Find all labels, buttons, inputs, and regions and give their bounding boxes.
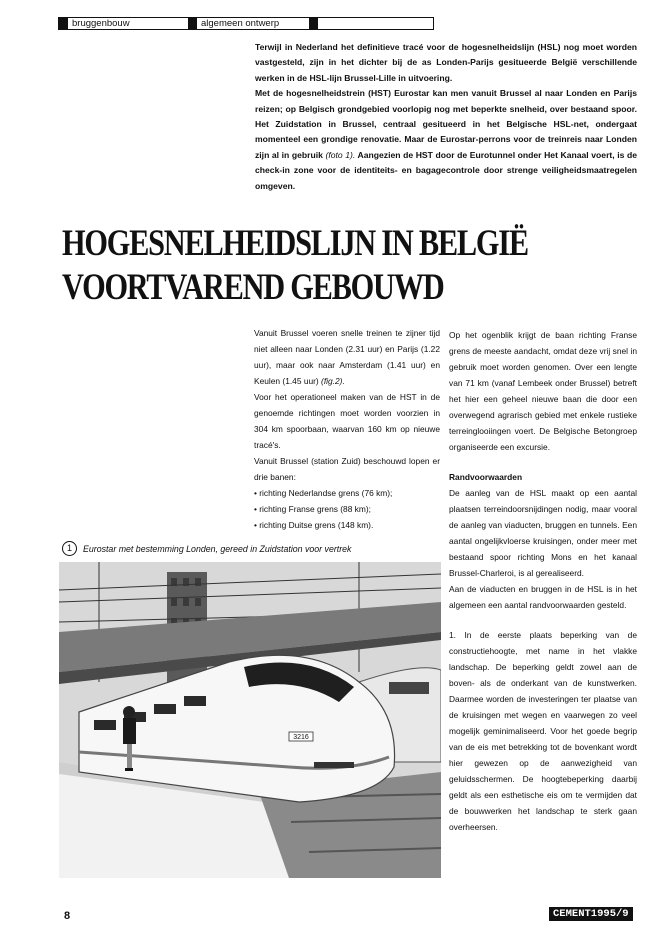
body-paragraph: Vanuit Brussel (station Zuid) beschouwd lopen er drie banen: [254, 456, 440, 482]
bullet-item: • richting Franse grens (88 km); [254, 504, 371, 514]
header-marker [188, 18, 197, 29]
article-title-line-2: VOORTVAREND GEBOUWD [62, 267, 444, 308]
body-paragraph: Op het ogenblik krijgt de baan richting Franse grens de meeste aandacht, omdat deze vrij snel in gebruik moet worden genomen. Over een lengte van 71 km (vanaf Lembeek onder Brussel) betreft het hier een geheel nieuwe baan die door een overwegend agrarisch gebied met enkele rustieke terreinglooiingen voert. De Belgische Betongroep organiseerde een excursie. [449, 330, 637, 452]
photo-caption [62, 541, 442, 556]
body-column-left [254, 325, 440, 533]
body-paragraph: De aanleg van de HSL maakt op een aantal plaatsen terreindoorsnijdingen nodig, maar vooral de aanleg van viaducten, bruggen en tunnels. Een aantal ongelijkvloerse kruisingen, onder meer met bestaand spoor richting Mons en het kanaal Brussel-Charleroi, is al gerealiseerd. [449, 488, 637, 578]
header-marker [59, 18, 68, 29]
body-paragraph [254, 325, 440, 389]
train-photo-illustration [59, 562, 441, 878]
article-intro [255, 40, 637, 194]
body-paragraph-text: Vanuit Brussel voeren snelle treinen te zijner tijd niet alleen naar Londen (2.31 uur) en Parijs (1.22 uur), maar ook naar Amsterdam (1.41 uur) en Keulen (1.45 uur) [254, 328, 440, 386]
train-number-label: 3216 [293, 734, 309, 741]
intro-paragraph-2-text: Met de hogesnelheidstrein (HST) Eurostar kan men vanuit Brussel al naar Londen en Parijs reizen; op Belgisch grondgebied voorlopig nog met beperkte snelheid, over bestaand spoor. Het Zuidstation in Brussel, centraal gesitueerd in het Belgische HSL-net, ondergaat momenteel een grondige renovatie. Maar de Eurostar-perrons voor de treinreis naar Londen zijn al in gebruik [255, 88, 637, 160]
header-empty-field [318, 18, 433, 29]
header-section-label: bruggenbouw [72, 18, 130, 29]
body-paragraph: Voor het operationeel maken van de HST in de genoemde richtingen moet worden voorzien in 304 km spoorbaan, waarvan 160 km op nieuwe tracé's. [254, 392, 440, 450]
section-subheading: Randvoorwaarden [449, 472, 523, 482]
caption-number-badge: 1 [62, 541, 77, 556]
header-marker [309, 18, 318, 29]
caption-text: Eurostar met bestemming Londen, gereed in Zuidstation voor vertrek [83, 543, 352, 554]
bullet-item: • richting Nederlandse grens (76 km); [254, 488, 393, 498]
article-title-line-1: HOGESNELHEIDSLIJN IN BELGIË [62, 223, 528, 264]
bullet-item: • richting Duitse grens (148 km). [254, 520, 374, 530]
body-paragraph: Aan de viaducten en bruggen in de HSL is in het algemeen een aantal randvoorwaarden gesteld. [449, 584, 637, 610]
intro-paragraph-1: Terwijl in Nederland het definitieve tracé voor de hogesnelheidslijn (HSL) nog moet worden vastgesteld, zijn in het dichter bij de as Londen-Parijs gesitueerde België verschillende werken in de HSL-lijn Brussel-Lille in uitvoering. [255, 42, 637, 83]
article-title [62, 222, 528, 310]
intro-paragraph-2 [255, 86, 637, 194]
intro-paragraph-2-end: Aangezien de HST door de Eurotunnel onder Het Kanaal voert, is de check-in zone voor de identiteits- en bagagecontrole door strenge veiligheidsmaatregelen omgeven. [255, 149, 638, 191]
train-photo [59, 562, 441, 878]
body-column-right [449, 327, 637, 835]
section-header-bar [58, 17, 434, 30]
header-category-label: algemeen ontwerp [201, 18, 280, 29]
magazine-issue-label: CEMENT1995/9 [549, 907, 633, 921]
page-number: 8 [64, 910, 71, 922]
intro-photo-reference: (foto 1). [325, 149, 356, 160]
figure-reference: (fig.2). [321, 376, 345, 386]
body-paragraph: 1. In de eerste plaats beperking van de constructiehoogte, met name in het vlakke landschap. De beperking geldt zowel aan de boven- als de onderkant van de kunstwerken. Daarmee worden de investeringen ter plaatse van de kruisingen met wegen en vaarwegen zo veel mogelijk geminimaliseerd. Voor het goede begrip van de eis met betrekking tot de bovenkant wordt hier gewezen op de aanwezigheid van geluidsschermen. De hoogtebeperking daarbij geldt als een esthetische eis om te vermijden dat de bouwwerken het landschap te sterk gaan overheersen. [449, 630, 637, 832]
